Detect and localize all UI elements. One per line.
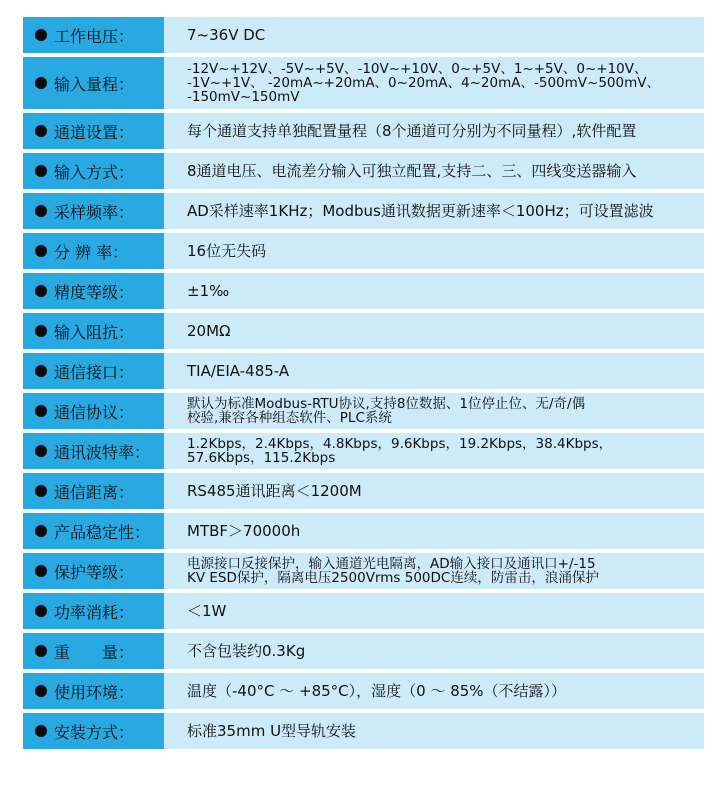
spec-value: 电源接口反接保护，输入通道光电隔离，AD输入接口及通讯口+/-15 KV ESD保护，隔离电压2500Vrms 500DC连续，防雷击，浪涌保护 [164,553,704,589]
spec-row-input-range [23,57,704,109]
bullet-icon [35,245,47,257]
spec-label: 产品稳定性： [54,522,151,542]
spec-value: ±1‰ [164,273,704,309]
spec-label-cell [23,513,164,549]
bullet-icon [35,205,47,217]
spec-value: 7~36V DC [164,17,704,53]
spec-label: 输入方式： [54,162,135,182]
spec-row-comm-distance [23,473,704,509]
spec-label: 使用环境： [54,682,135,702]
spec-value: 16位无失码 [164,233,704,269]
spec-row-channel-setting [23,113,704,149]
spec-table [23,17,704,749]
spec-row-working-voltage [23,17,704,53]
spec-label-cell [23,273,164,309]
spec-label-cell [23,553,164,589]
spec-label-cell [23,673,164,709]
spec-label: 重 量： [54,642,135,662]
spec-row-environment [23,673,704,709]
spec-label-cell [23,113,164,149]
spec-label-cell [23,17,164,53]
spec-value: 每个通道支持单独配置量程（8个通道可分别为不同量程）,软件配置 [164,113,704,149]
spec-row-input-mode [23,153,704,189]
bullet-icon [35,405,47,417]
spec-label: 分 辨 率： [54,242,129,262]
spec-row-comm-protocol [23,393,704,429]
spec-label: 功率消耗： [54,602,135,622]
spec-row-baud-rate [23,433,704,469]
bullet-icon [35,325,47,337]
spec-value: AD采样速率1KHz；Modbus通讯数据更新速率＜100Hz；可设置滤波 [164,193,704,229]
spec-label: 工作电压： [54,26,135,46]
spec-label: 输入量程： [54,74,135,94]
spec-label: 通信接口： [54,362,135,382]
spec-row-resolution [23,233,704,269]
spec-label-cell [23,353,164,389]
spec-label: 通道设置： [54,122,135,142]
spec-label-cell [23,313,164,349]
spec-row-installation [23,713,704,749]
spec-label-cell [23,233,164,269]
spec-label: 输入阻抗： [54,322,135,342]
spec-row-power-consumption [23,593,704,629]
spec-label-cell [23,57,164,109]
spec-value: MTBF＞70000h [164,513,704,549]
bullet-icon [35,125,47,137]
spec-label-cell [23,593,164,629]
spec-label-cell [23,473,164,509]
spec-label-cell [23,633,164,669]
spec-value: 8通道电压、电流差分输入可独立配置,支持二、三、四线变送器输入 [164,153,704,189]
bullet-icon [35,485,47,497]
spec-label-cell [23,713,164,749]
spec-value: -12V~+12V、-5V~+5V、-10V~+10V、0~+5V、1~+5V、0~+10V、 -1V~+1V、 -20mA~+20mA、0~20mA、4~20mA、-500mV~500mV、 -150mV~150mV [164,57,704,109]
bullet-icon [35,725,47,737]
spec-row-protection [23,553,704,589]
spec-label-cell [23,393,164,429]
spec-label: 采样频率： [54,202,135,222]
spec-label-cell [23,153,164,189]
bullet-icon [35,685,47,697]
spec-row-accuracy [23,273,704,309]
spec-label: 通信协议： [54,402,135,422]
spec-value: 1.2Kbps，2.4Kbps，4.8Kbps，9.6Kbps，19.2Kbps，38.4Kbps， 57.6Kbps，115.2Kbps [164,433,704,469]
bullet-icon [35,525,47,537]
spec-row-input-impedance [23,313,704,349]
bullet-icon [35,29,47,41]
bullet-icon [35,565,47,577]
bullet-icon [35,285,47,297]
spec-value: 默认为标准Modbus-RTU协议,支持8位数据、1位停止位、无/奇/偶 校验,兼容各种组态软件、PLC系统 [164,393,704,429]
spec-label: 安装方式： [54,722,135,742]
bullet-icon [35,605,47,617]
spec-label-cell [23,193,164,229]
spec-value: RS485通讯距离＜1200M [164,473,704,509]
spec-label: 通信距离： [54,482,135,502]
bullet-icon [35,165,47,177]
spec-label: 保护等级： [54,562,135,582]
bullet-icon [35,645,47,657]
spec-label: 精度等级： [54,282,135,302]
spec-label: 通讯波特率： [54,442,151,462]
bullet-icon [35,365,47,377]
bullet-icon [35,445,47,457]
spec-value: 温度（-40°C ～ +85°C），湿度（0 ～ 85%（不结露）） [164,673,704,709]
spec-row-weight [23,633,704,669]
spec-value: 20MΩ [164,313,704,349]
bullet-icon [35,77,47,89]
spec-row-sampling-rate [23,193,704,229]
spec-row-comm-interface [23,353,704,389]
spec-value: TIA/EIA-485-A [164,353,704,389]
spec-row-stability [23,513,704,549]
spec-value: 标准35mm U型导轨安装 [164,713,704,749]
spec-value: 不含包装约0.3Kg [164,633,704,669]
spec-value: ＜1W [164,593,704,629]
spec-label-cell [23,433,164,469]
